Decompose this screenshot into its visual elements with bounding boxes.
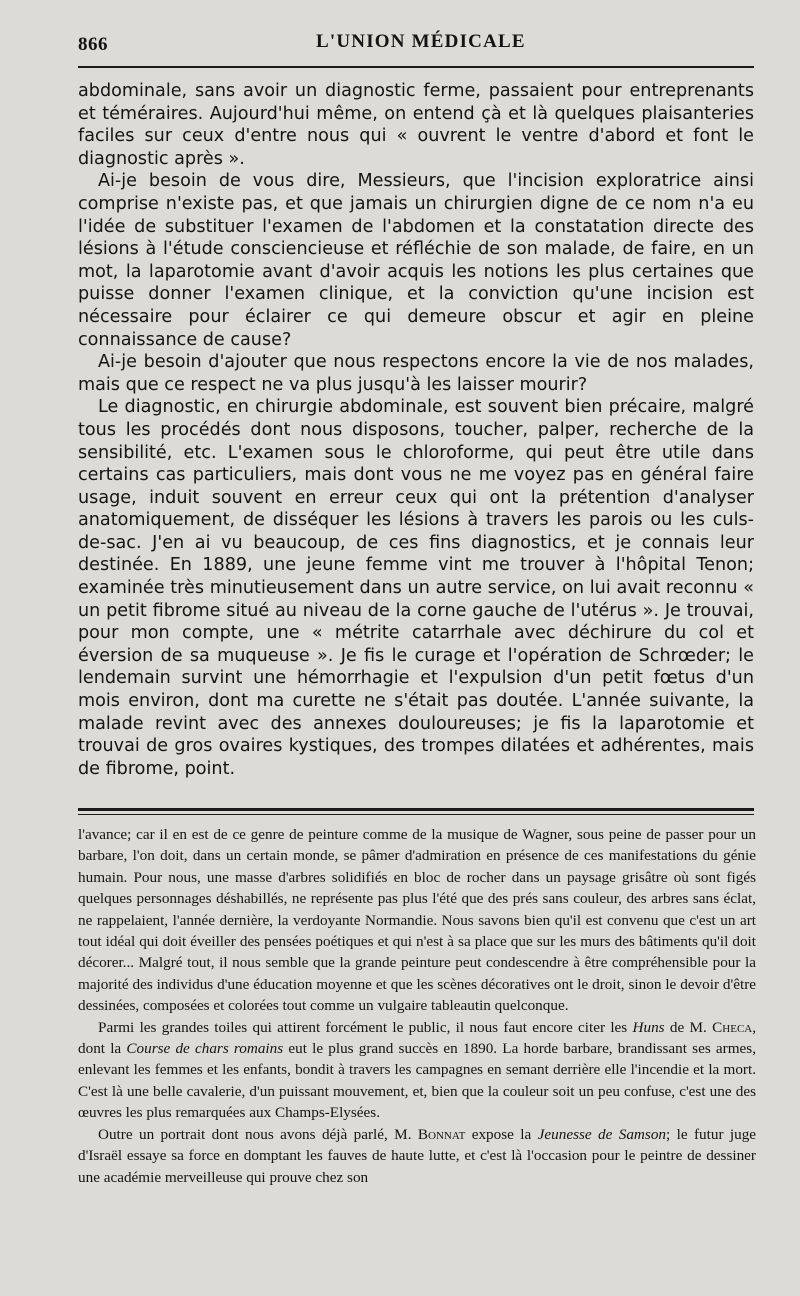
paragraph: Ai-je besoin de vous dire, Messieurs, que l'incision exploratrice ainsi comprise n'existe pas, et que jamais un chirurgien digne de ce nom n'a eu l'idée de substituer l'examen de l'abdomen et la constatation directe des lésions à l'étude consciencieuse et réfléchie de son malade, de faire, en un mot, la laparotomie avant d'avoir acquis les notions les plus certaines que puisse donner l'examen clinique, et la conviction qu'une incision est nécessaire pour éclairer ce qui demeure obscur et agir en pleine connaissance de cause? [78,171,754,350]
feuilleton-paragraph: l'avance; car il en est de ce genre de peinture comme de la musique de Wagner, sous peine de passer pour un barbare, l'on doit, dans un certain monde, se pâmer d'admiration en présence de ces manifestations du génie humain. Pour nous, une masse d'arbres solidifiés en bloc de rocher dans un paysage grisâtre où sont figés quelques personnages déshabillés, ne représente pas plus l'été que des prés sans couleur, des arbres sans éclat, ne rappelaient, l'année dernière, la verdoyante Normandie. Nous savons bien qu'il est convenu que c'est un art tout idéal qui doit éveiller des pensées poétiques et qui n'est à sa place que sur les murs des bâtiments qu'il doit décorer... Malgré tout, il nous semble que la grande peinture peut condescendre à être compréhensible pour la majorité des individus d'une éducation moyenne et que les scènes décoratives ont le droit, sinon le devoir d'être dessinées, composées et colorées tout comme un vulgaire tableautin quelconque. [78,826,756,1015]
artist-name: Checa [712,1018,753,1036]
artwork-title: Huns [632,1018,665,1036]
feuilleton-paragraph [78,1017,756,1124]
page-number: 866 [78,34,108,55]
feuilleton-divider [78,808,754,811]
paragraph: abdominale, sans avoir un diagnostic ferme, passaient pour entreprenants et téméraires. Aujourd'hui même, on entend çà et là quelques plaisanteries faciles sur ceux d'entre nous qui « ouvrent le ventre d'abord et font le diagnostic après ». [78,81,754,169]
text-run: , dont la [78,1018,757,1058]
running-title: L'UNION MÉDICALE [316,31,526,52]
header-rule [78,66,754,68]
artwork-title: Course de chars romains [126,1040,284,1058]
text-run: de M. [669,1018,707,1036]
text-run: Parmi les grandes toiles qui attirent forcément le public, il nous faut encore citer les [98,1018,628,1036]
text-run: eut le plus grand succès en 1890. La horde barbare, brandissant ses armes, enlevant les femmes et les enfants, bondit à travers les campagnes en semant derrière elle l'incendie et la mort. C'est là une belle cavalerie, d'un puissant mouvement, et, bien que la couleur soit un peu confuse, c'est une des œuvres les plus remarquées aux Champs-Elysées. [78,1040,756,1122]
text-run: ; le futur juge d'Israël essaye sa force en domptant les fauves de haute lutte, et c'est là l'occasion pour le peintre de dessiner une académie merveilleuse qui prouve chez son [78,1125,757,1186]
page-header [78,30,754,60]
artist-name: Bonnat [417,1125,466,1143]
text-run: Outre un portrait dont nous avons déjà parlé, M. [98,1125,412,1143]
text-run: expose la [471,1125,532,1143]
feuilleton-divider-thin [78,814,754,815]
paragraph: Le diagnostic, en chirurgie abdominale, est souvent bien précaire, malgré tous les procédés dont nous disposons, toucher, palper, recherche de la sensibilité, etc. L'examen sous le chloroforme, qui peut être utile dans certains cas particuliers, mais dont vous ne me voyez pas en général faire usage, induit souvent en erreur ceux qui ont la prétention d'analyser anatomiquement, de disséquer les lésions à travers les parois ou les culs-de-sac. J'en ai vu beaucoup, de ces fins diagnostics, et je connais leur destinée. En 1889, une jeune femme vint me trouver à l'hôpital Tenon; examinée très minutieusement dans un autre service, on lui avait reconnu « un petit fibrome situé au niveau de la corne gauche de l'utérus ». Je trouvai, pour mon compte, une « métrite catarrhale avec déchirure du col et éversion de sa muqueuse ». Je fis le curage et l'opération de Schrœder; le lendemain survint une hémorrhagie et l'expulsion d'un petit fœtus d'un mois environ, dont ma curette ne s'était pas doutée. L'année suivante, la malade revint avec des annexes douloureuses; je fis la laparotomie et trouvai de gros ovaires kystiques, des trompes dilatées et adhérentes, mais de fibrome, point. [78,397,754,779]
paragraph: Ai-je besoin d'ajouter que nous respectons encore la vie de nos malades, mais que ce respect ne va plus jusqu'à les laisser mourir? [78,352,754,395]
feuilleton-paragraph [78,1124,756,1188]
feuilleton-section [78,824,756,1188]
main-text-column [78,80,754,780]
artwork-title: Jeunesse de Samson [537,1125,667,1143]
